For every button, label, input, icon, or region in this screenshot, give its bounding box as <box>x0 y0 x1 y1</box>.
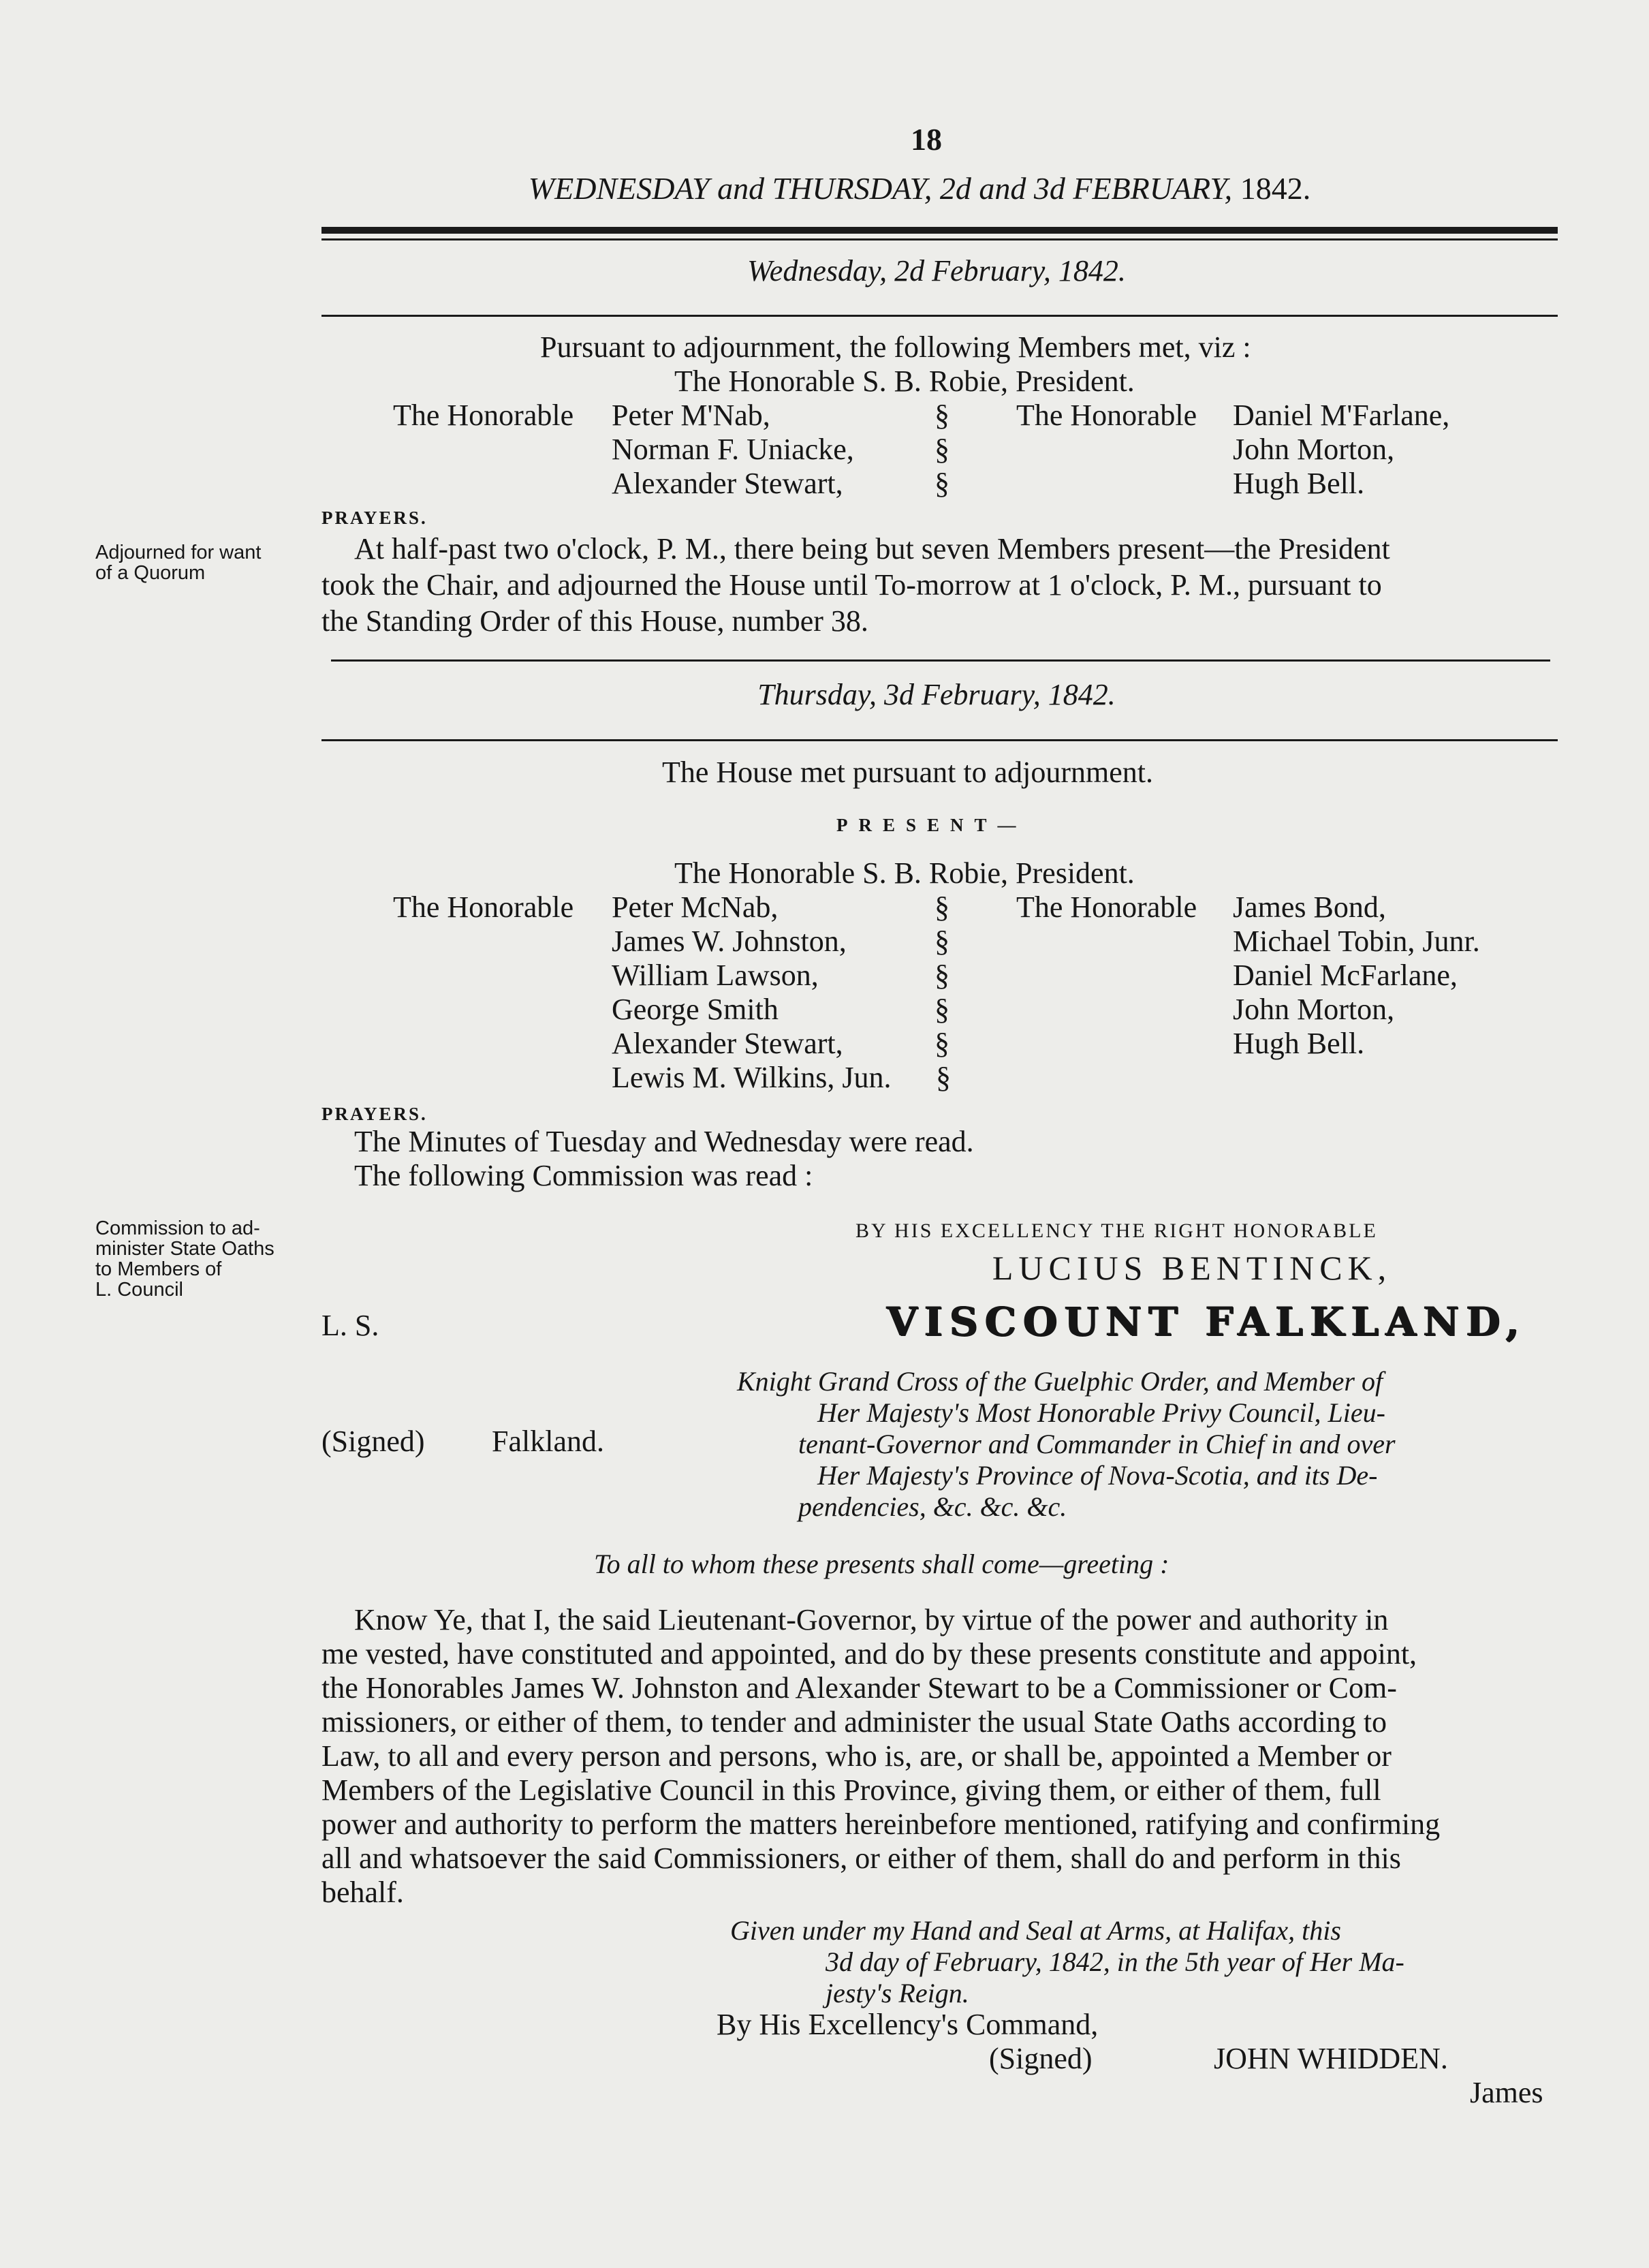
section-mark: § <box>935 467 949 500</box>
commission-by-line: BY HIS EXCELLENCY THE RIGHT HONORABLE <box>855 1220 1378 1242</box>
thursday-member-left-4: George Smith <box>612 993 779 1026</box>
thursday-member-left-5: Alexander Stewart, <box>612 1027 843 1060</box>
section-mark: § <box>935 399 949 432</box>
given-line-2: 3d day of February, 1842, in the 5th year of Her Ma- <box>826 1946 1404 1977</box>
wednesday-member-right-2: John Morton, <box>1233 433 1395 466</box>
section-mark: § <box>936 1061 951 1094</box>
minutes-read: The Minutes of Tuesday and Wednesday were read. <box>354 1125 974 1158</box>
wednesday-honorable-right: The Honorable <box>1016 399 1197 432</box>
thursday-member-right-1: James Bond, <box>1233 890 1386 924</box>
section-rule <box>321 315 1558 317</box>
commission-body-line-6: Members of the Legislative Council in this Province, giving them, or either of them, full <box>321 1773 1381 1807</box>
style-line-4: Her Majesty's Province of Nova-Scotia, and its De- <box>817 1460 1378 1491</box>
wednesday-para-line-1: At half-past two o'clock, P. M., there being but seven Members present—the President <box>354 532 1390 565</box>
thursday-president: The Honorable S. B. Robie, President. <box>674 856 1135 890</box>
style-line-1: Knight Grand Cross of the Guelphic Order, and Member of <box>737 1366 1383 1397</box>
commission-read: The following Commission was read : <box>354 1159 813 1192</box>
commission-body-line-8: all and whatsoever the said Commissioners, or either of them, shall do and perform in this <box>321 1842 1401 1875</box>
commission-body-line-5: Law, to all and every person and persons, who is, are, or shall be, appointed a Member or <box>321 1739 1392 1773</box>
section-rule <box>321 739 1558 741</box>
present-heading: PRESENT— <box>836 815 1027 835</box>
thursday-member-right-4: John Morton, <box>1233 993 1395 1026</box>
commission-body-line-1: Know Ye, that I, the said Lieutenant-Governor, by virtue of the power and authority in <box>354 1603 1389 1636</box>
margin-note-commission-3: to Members of <box>95 1258 222 1280</box>
section-mark: § <box>935 1027 949 1060</box>
margin-note-adjourned-1: Adjourned for want <box>95 542 262 563</box>
double-rule-thick <box>321 227 1558 234</box>
wednesday-member-left-3: Alexander Stewart, <box>612 467 843 500</box>
style-line-3: tenant-Governor and Commander in Chief in and over <box>798 1429 1396 1459</box>
signer-falkland: Falkland. <box>492 1425 604 1458</box>
commission-body-line-3: the Honorables James W. Johnston and Alexander Stewart to be a Commissioner or Com- <box>321 1671 1397 1705</box>
thursday-honorable-left: The Honorable <box>393 890 574 924</box>
commission-body-line-4: missioners, or either of them, to tender and administer the usual State Oaths according to <box>321 1705 1387 1739</box>
commission-body-line-9: behalf. <box>321 1876 404 1909</box>
catchword: James <box>1470 2076 1543 2109</box>
thursday-member-left-3: William Lawson, <box>612 959 819 992</box>
wednesday-member-left-1: Peter M'Nab, <box>612 399 770 432</box>
thursday-honorable-right: The Honorable <box>1016 890 1197 924</box>
thursday-prayers: PRAYERS. <box>321 1104 428 1124</box>
margin-note-adjourned-2: of a Quorum <box>95 562 206 584</box>
signed-label-2: (Signed) <box>989 2042 1093 2075</box>
commission-body-line-7: power and authority to perform the matters hereinbefore mentioned, ratifying and confirming <box>321 1807 1441 1841</box>
wednesday-para-line-2: took the Chair, and adjourned the House until To-morrow at 1 o'clock, P. M., pursuant to <box>321 568 1382 602</box>
thursday-member-left-6: Lewis M. Wilkins, Jun. <box>612 1061 892 1094</box>
by-command: By His Excellency's Command, <box>717 2008 1099 2041</box>
thursday-intro: The House met pursuant to adjournment. <box>662 756 1153 789</box>
thursday-member-right-3: Daniel McFarlane, <box>1233 959 1458 992</box>
given-line-1: Given under my Hand and Seal at Arms, at Halifax, this <box>730 1915 1341 1946</box>
commission-name: LUCIUS BENTINCK, <box>992 1249 1392 1287</box>
given-line-3: jesty's Reign. <box>826 1978 969 2008</box>
wednesday-member-left-2: Norman F. Uniacke, <box>612 433 854 466</box>
secretary-name: JOHN WHIDDEN. <box>1214 2042 1448 2075</box>
margin-note-commission-2: minister State Oaths <box>95 1238 274 1260</box>
thursday-member-right-5: Hugh Bell. <box>1233 1027 1365 1060</box>
wednesday-president: The Honorable S. B. Robie, President. <box>674 364 1135 398</box>
double-rule-thin <box>321 238 1558 240</box>
wednesday-para-line-3: the Standing Order of this House, number 38. <box>321 604 868 638</box>
signed-label: (Signed) <box>321 1425 425 1458</box>
section-mark: § <box>935 993 949 1026</box>
wednesday-member-right-1: Daniel M'Farlane, <box>1233 399 1450 432</box>
commission-greeting: To all to whom these presents shall come—greeting : <box>594 1549 1169 1579</box>
wednesday-honorable-left: The Honorable <box>393 399 574 432</box>
seal-ls: L. S. <box>321 1309 379 1342</box>
page-number: 18 <box>911 122 942 157</box>
thursday-date-heading: Thursday, 3d February, 1842. <box>757 678 1116 711</box>
thursday-member-left-1: Peter McNab, <box>612 890 779 924</box>
wednesday-date-heading: Wednesday, 2d February, 1842. <box>747 254 1126 288</box>
section-rule <box>331 659 1550 662</box>
wednesday-intro: Pursuant to adjournment, the following Members met, viz : <box>540 330 1251 364</box>
style-line-5: pendencies, &c. &c. &c. <box>798 1491 1067 1522</box>
commission-body-line-2: me vested, have constituted and appointed, and do by these presents constitute and appoint, <box>321 1637 1417 1671</box>
style-line-2: Her Majesty's Most Honorable Privy Council, Lieu- <box>817 1397 1385 1428</box>
thursday-member-left-2: James W. Johnston, <box>612 925 847 958</box>
wednesday-prayers: PRAYERS. <box>321 508 428 528</box>
wednesday-member-right-3: Hugh Bell. <box>1233 467 1365 500</box>
section-mark: § <box>935 433 949 466</box>
margin-note-commission-1: Commission to ad- <box>95 1217 260 1239</box>
thursday-member-right-2: Michael Tobin, Junr. <box>1233 925 1480 958</box>
commission-title: VISCOUNT FALKLAND, <box>887 1299 1526 1345</box>
section-mark: § <box>935 959 949 992</box>
margin-note-commission-4: L. Council <box>95 1279 183 1301</box>
section-mark: § <box>935 890 949 924</box>
page-title: WEDNESDAY and THURSDAY, 2d and 3d FEBRUARY, 1842. <box>528 171 1311 206</box>
section-mark: § <box>935 925 949 958</box>
